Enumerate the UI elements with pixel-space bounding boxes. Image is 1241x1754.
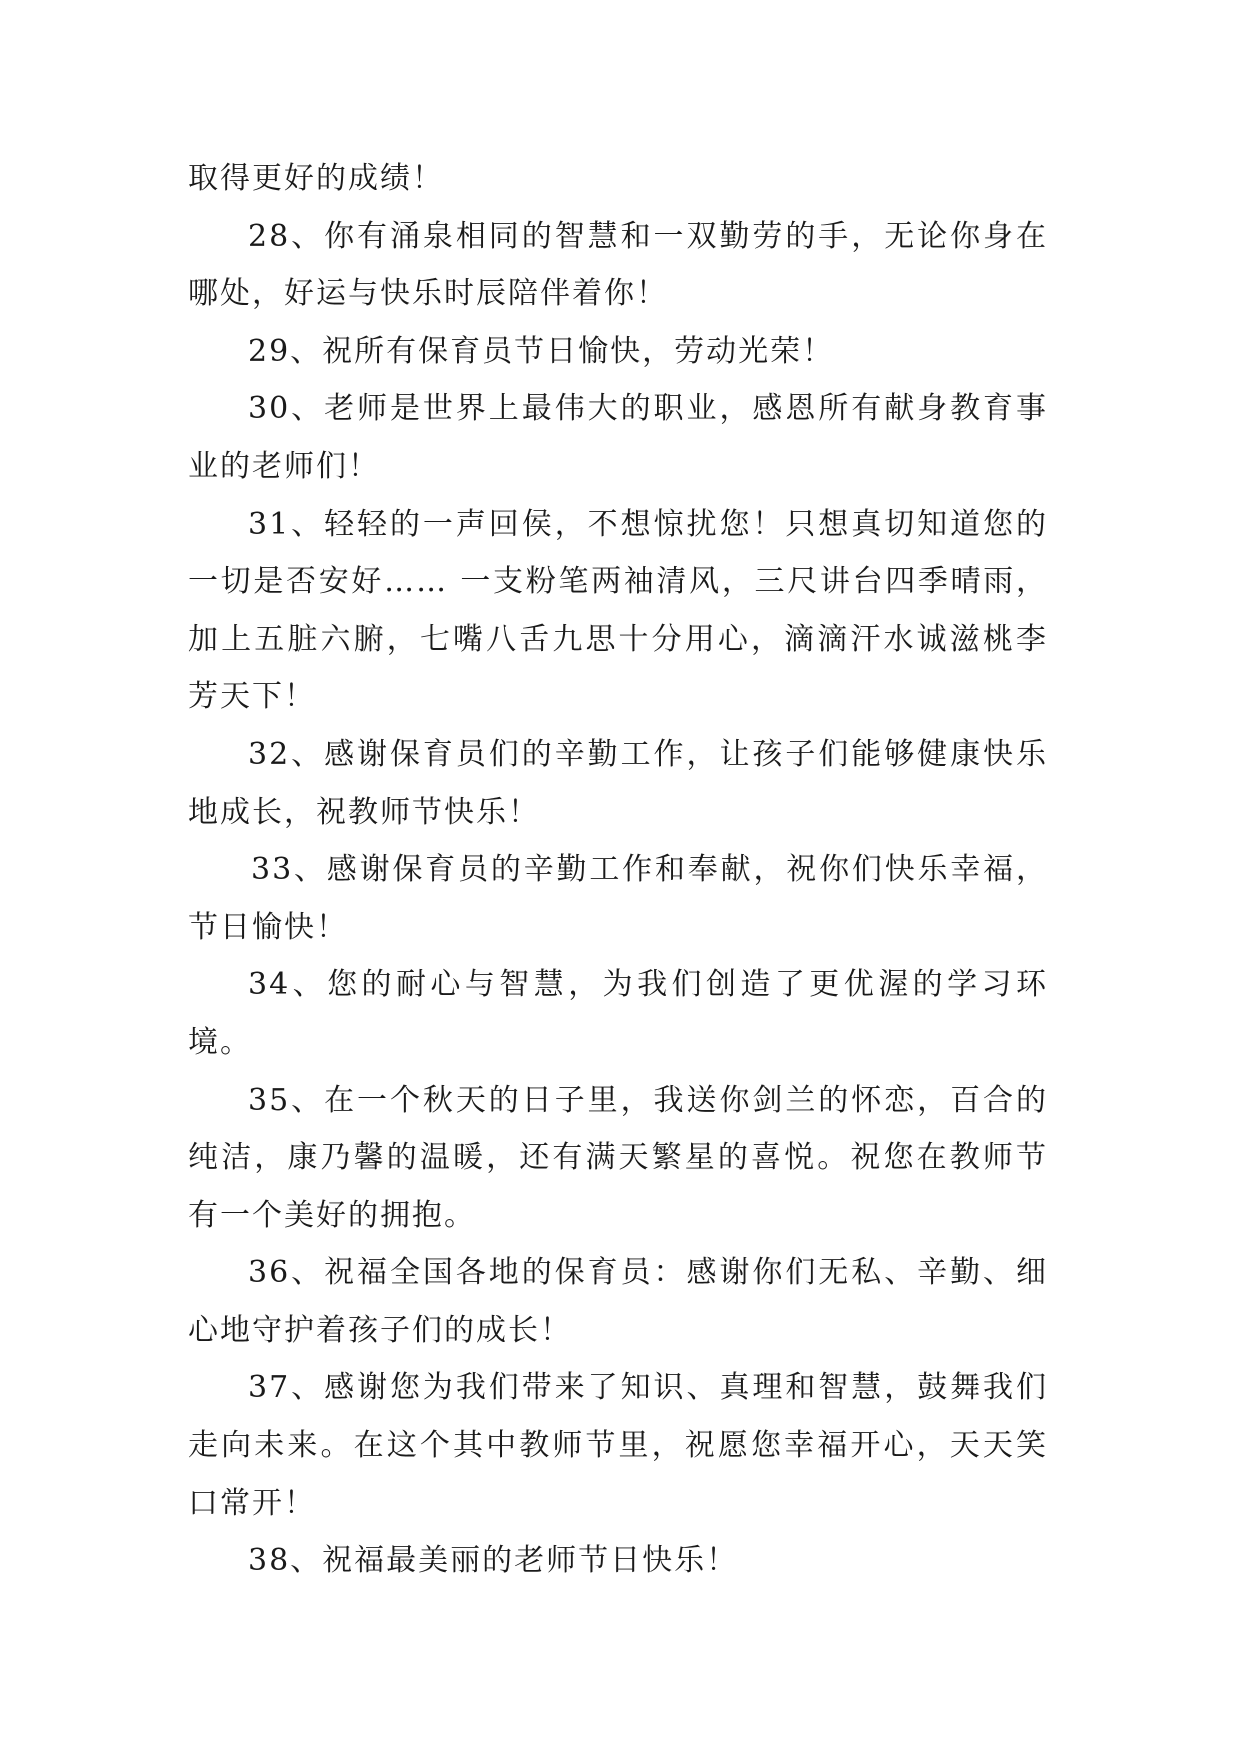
paragraph-35: 35、在一个秋天的日子里，我送你剑兰的怀恋，百合的纯洁，康乃馨的温暖，还有满天繁星的喜悦。祝您在教师节有一个美好的拥抱。 [188, 1082, 1048, 1233]
document-body [188, 150, 1048, 1590]
paragraph-37: 37、感谢您为我们带来了知识、真理和智慧，鼓舞我们走向未来。在这个其中教师节里，祝愿您幸福开心，天天笑口常开！ [188, 1370, 1048, 1521]
paragraph-38: 38、祝福最美丽的老师节日快乐！ [248, 1543, 739, 1579]
paragraph-30: 30、老师是世界上最伟大的职业，感恩所有献身教育事业的老师们！ [188, 391, 1048, 484]
paragraph-36: 36、祝福全国各地的保育员：感谢你们无私、辛勤、细心地守护着孩子们的成长！ [188, 1255, 1048, 1348]
paragraph-34: 34、您的耐心与智慧，为我们创造了更优渥的学习环境。 [188, 967, 1048, 1060]
paragraph-28: 28、你有涌泉相同的智慧和一双勤劳的手，无论你身在哪处，好运与快乐时辰陪伴着你！ [188, 218, 1048, 312]
paragraph-32: 32、感谢保育员们的辛勤工作，让孩子们能够健康快乐地成长，祝教师节快乐！ [188, 736, 1048, 830]
paragraph-continuation: 取得更好的成绩！ [188, 161, 444, 196]
paragraph-33: 33、感谢保育员的辛勤工作和奉献，祝你们快乐幸福，节日愉快！ [188, 852, 1048, 945]
paragraph-31: 31、轻轻的一声回侯，不想惊扰您！只想真切知道您的一切是否安好…… 一支粉笔两袖清风，三尺讲台四季晴雨，加上五脏六腑，七嘴八舌九思十分用心，滴滴汗水诚滋桃李芳天下！ [188, 506, 1048, 715]
paragraph-29: 29、祝所有保育员节日愉快，劳动光荣！ [248, 333, 835, 369]
